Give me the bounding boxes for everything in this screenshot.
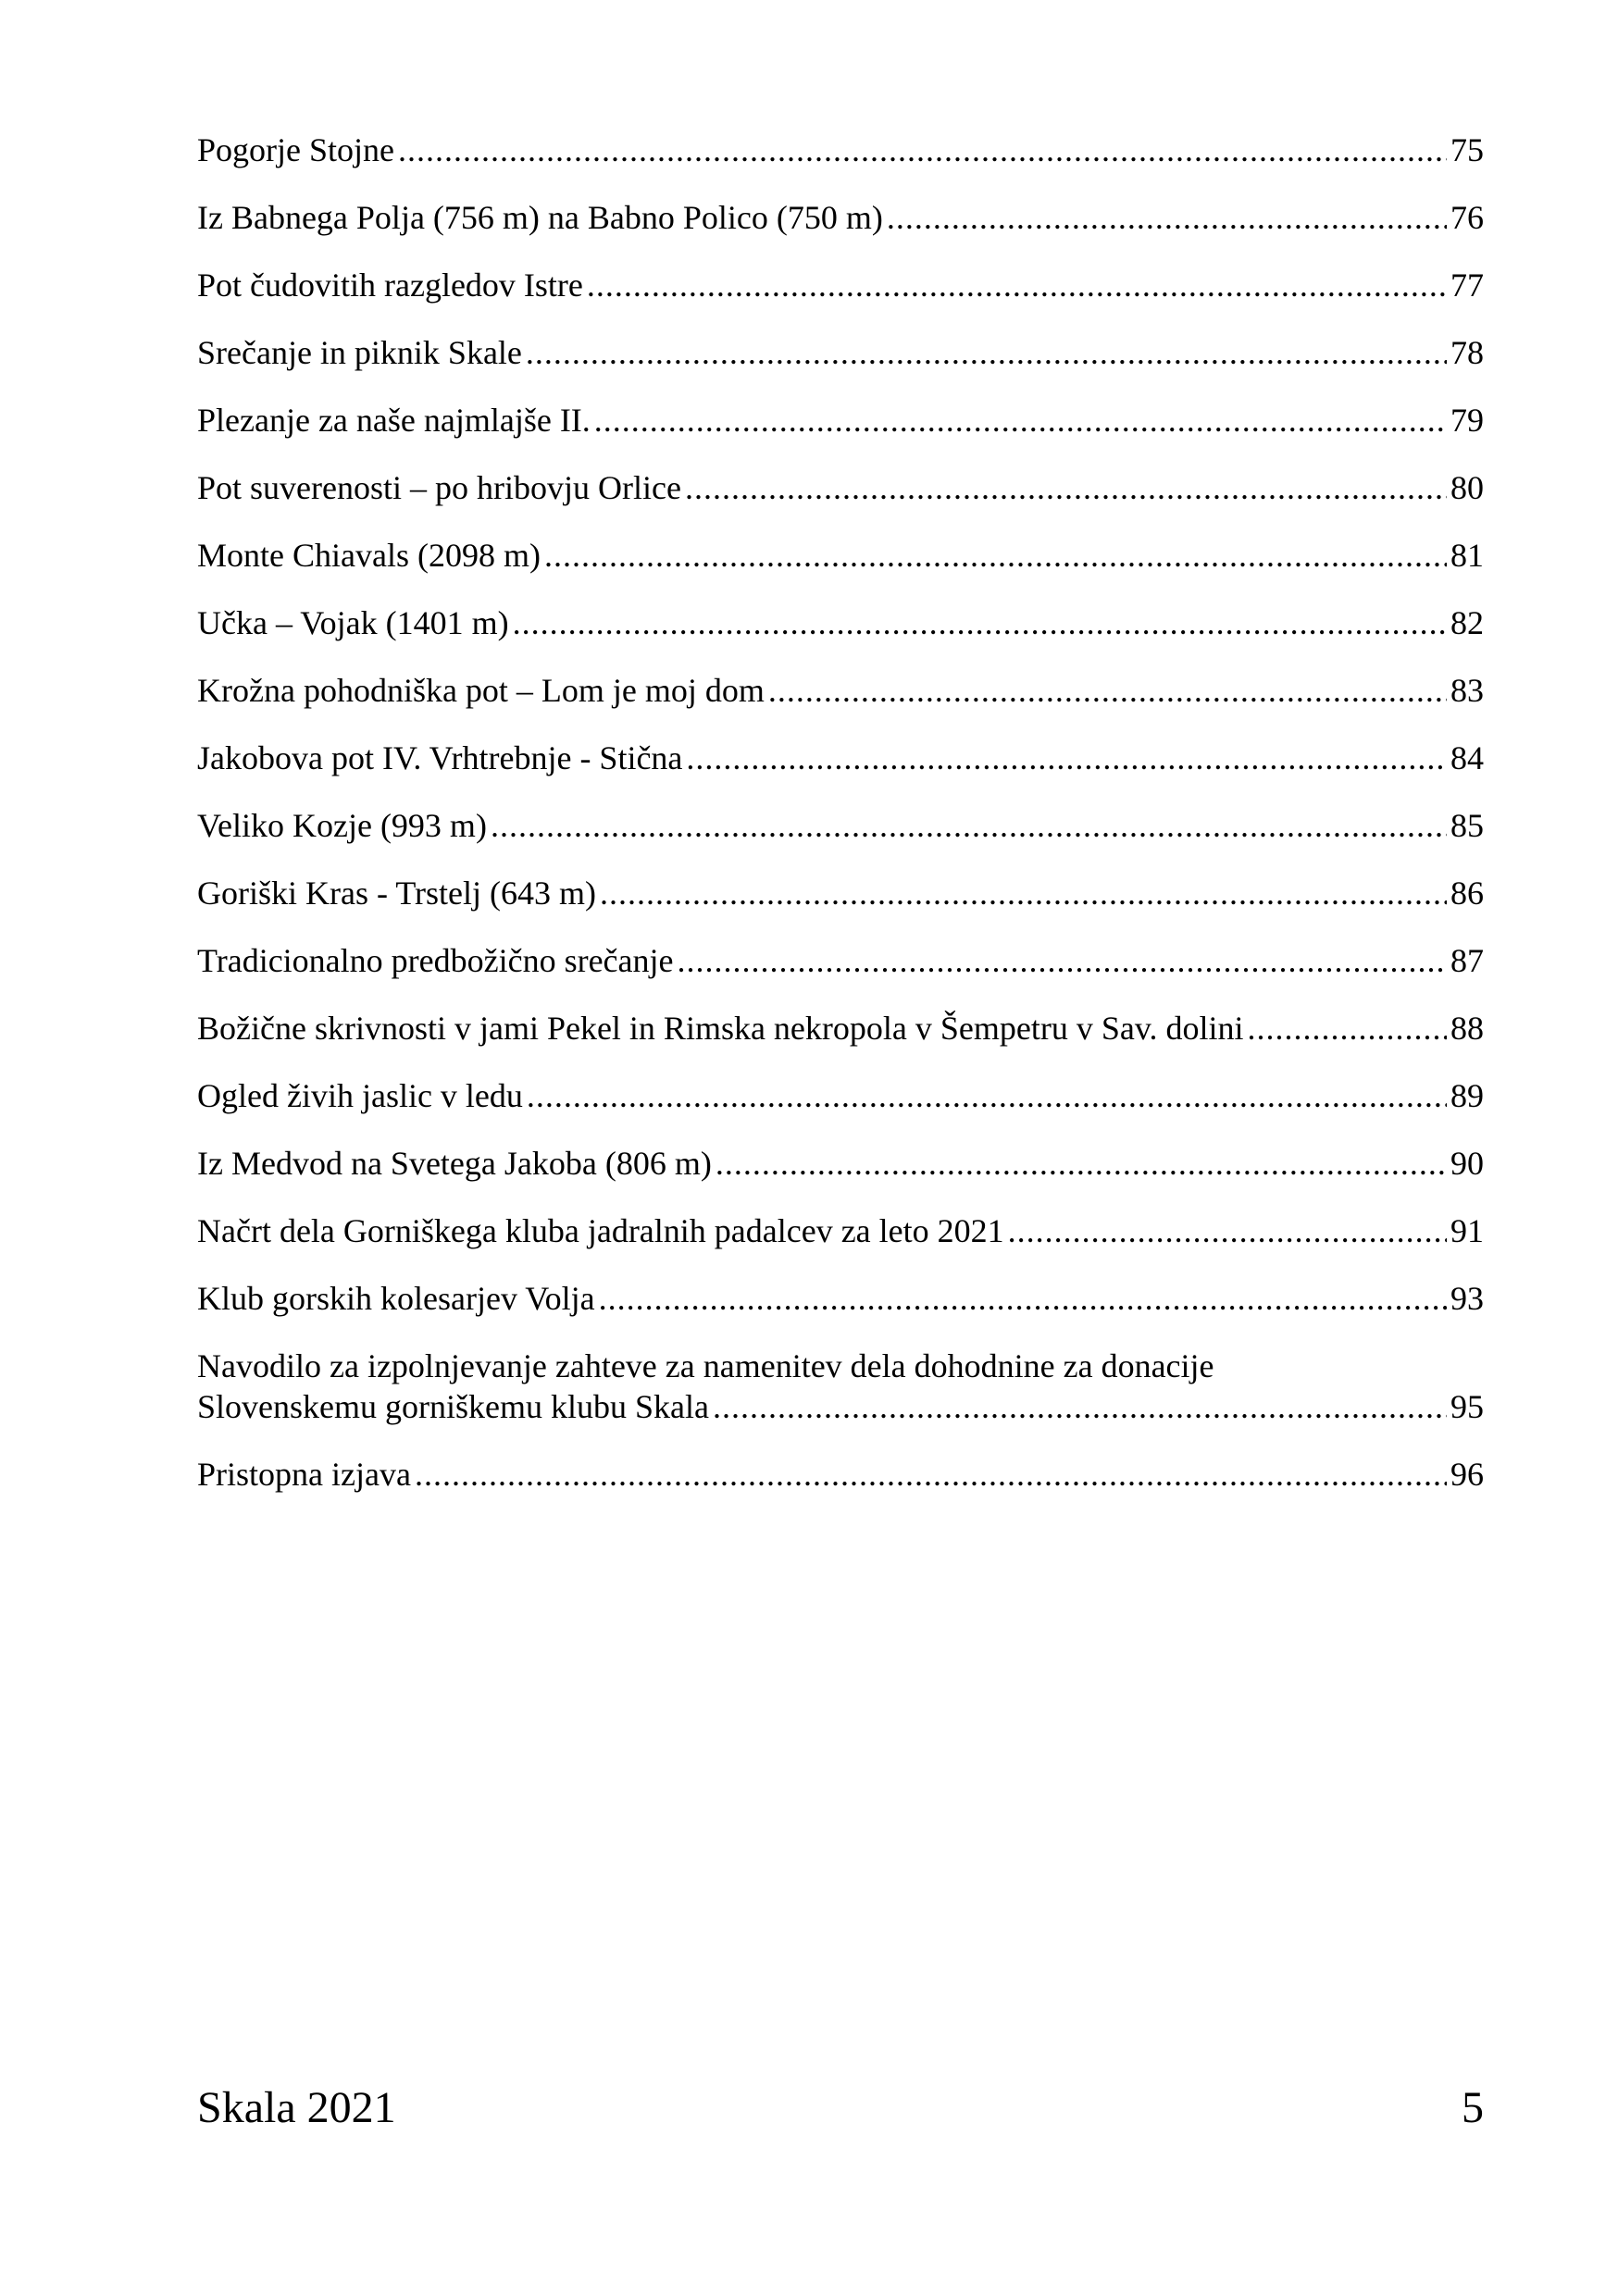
toc-entry-page: 83 — [1450, 672, 1484, 709]
toc-dot-leader — [491, 805, 1447, 846]
toc-entry[interactable] — [197, 670, 1484, 711]
toc-entry-title: Srečanje in piknik Skale — [197, 334, 522, 371]
toc-entry-page: 75 — [1450, 131, 1484, 168]
toc-entry[interactable] — [197, 1454, 1484, 1495]
toc-dot-leader — [594, 400, 1447, 441]
toc-dot-leader — [544, 535, 1447, 576]
toc-entry[interactable] — [197, 332, 1484, 373]
toc-entry-title-line2: Slovenskemu gorniškemu klubu Skala — [197, 1388, 709, 1425]
toc-entry-page: 87 — [1450, 942, 1484, 979]
toc-dot-leader — [415, 1454, 1447, 1495]
toc-entry-title: Monte Chiavals (2098 m) — [197, 537, 541, 574]
toc-entry-title: Jakobova pot IV. Vrhtrebnje - Stična — [197, 739, 683, 776]
toc-entry-title: Pristopna izjava — [197, 1456, 411, 1493]
toc-entry[interactable] — [197, 1075, 1484, 1116]
toc-entry-title: Plezanje za naše najmlajše II. — [197, 402, 591, 439]
toc-dot-leader — [887, 197, 1447, 238]
toc-entry-page: 96 — [1450, 1456, 1484, 1493]
toc-entry-page: 76 — [1450, 199, 1484, 236]
toc-entry-title: Krožna pohodniška pot – Lom je moj dom — [197, 672, 765, 709]
toc-entry-page: 86 — [1450, 875, 1484, 912]
toc-dot-leader — [1008, 1210, 1447, 1251]
toc-dot-leader — [513, 602, 1447, 643]
toc-entry-page: 81 — [1450, 537, 1484, 574]
toc-entry-page: 93 — [1450, 1280, 1484, 1317]
toc-entry[interactable] — [197, 130, 1484, 170]
toc-entry-title: Pot čudovitih razgledov Istre — [197, 267, 583, 304]
table-of-contents — [197, 130, 1484, 1521]
toc-dot-leader — [587, 265, 1447, 305]
toc-dot-leader — [686, 738, 1447, 778]
toc-entry-title: Pogorje Stojne — [197, 131, 394, 168]
toc-entry[interactable] — [197, 265, 1484, 305]
toc-entry-title: Pot suverenosti – po hribovju Orlice — [197, 469, 681, 506]
toc-entry-last-line — [197, 1386, 1484, 1427]
toc-entry-title: Goriški Kras - Trstelj (643 m) — [197, 875, 596, 912]
toc-entry[interactable] — [197, 738, 1484, 778]
toc-entry-title: Ogled živih jaslic v ledu — [197, 1077, 523, 1114]
toc-dot-leader — [600, 873, 1447, 913]
toc-entry-page: 95 — [1450, 1388, 1484, 1425]
toc-entry[interactable] — [197, 467, 1484, 508]
toc-dot-leader — [527, 1075, 1447, 1116]
toc-entry-page: 89 — [1450, 1077, 1484, 1114]
toc-entry[interactable] — [197, 940, 1484, 981]
toc-dot-leader — [526, 332, 1447, 373]
toc-dot-leader — [398, 130, 1447, 170]
toc-dot-leader — [678, 940, 1448, 981]
footer-page-number: 5 — [1462, 2083, 1484, 2132]
toc-dot-leader — [713, 1386, 1447, 1427]
toc-entry[interactable] — [197, 1346, 1484, 1427]
toc-dot-leader — [716, 1143, 1447, 1184]
toc-entry[interactable] — [197, 1278, 1484, 1319]
toc-entry-title: Božične skrivnosti v jami Pekel in Rimska nekropola v Šempetru v Sav. dolini — [197, 1010, 1244, 1047]
toc-entry[interactable] — [197, 535, 1484, 576]
toc-dot-leader — [768, 670, 1447, 711]
toc-entry[interactable] — [197, 1143, 1484, 1184]
toc-entry-title: Tradicionalno predbožično srečanje — [197, 942, 674, 979]
toc-entry-page: 88 — [1450, 1010, 1484, 1047]
toc-entry[interactable] — [197, 805, 1484, 846]
toc-entry-title: Iz Babnega Polja (756 m) na Babno Polico (750 m) — [197, 199, 883, 236]
toc-entry-page: 80 — [1450, 469, 1484, 506]
toc-entry-title: Iz Medvod na Svetega Jakoba (806 m) — [197, 1145, 712, 1182]
toc-entry[interactable] — [197, 602, 1484, 643]
toc-entry[interactable] — [197, 873, 1484, 913]
toc-entry-title: Načrt dela Gorniškega kluba jadralnih padalcev za leto 2021 — [197, 1212, 1004, 1249]
page-footer — [197, 2082, 1484, 2134]
toc-entry[interactable] — [197, 197, 1484, 238]
toc-entry-page: 78 — [1450, 334, 1484, 371]
toc-entry[interactable] — [197, 1210, 1484, 1251]
toc-entry-title: Klub gorskih kolesarjev Volja — [197, 1280, 595, 1317]
toc-entry-title: Učka – Vojak (1401 m) — [197, 604, 509, 641]
toc-dot-leader — [1248, 1008, 1447, 1049]
toc-entry-title-line1: Navodilo za izpolnjevanje zahteve za namenitev dela dohodnine za donacije — [197, 1347, 1214, 1384]
toc-entry-page: 90 — [1450, 1145, 1484, 1182]
toc-dot-leader — [599, 1278, 1447, 1319]
toc-entry-page: 82 — [1450, 604, 1484, 641]
toc-entry-page: 91 — [1450, 1212, 1484, 1249]
toc-entry-page: 85 — [1450, 807, 1484, 844]
toc-entry[interactable] — [197, 400, 1484, 441]
toc-dot-leader — [685, 467, 1447, 508]
footer-publication: Skala 2021 — [197, 2083, 396, 2132]
toc-entry-page: 77 — [1450, 267, 1484, 304]
toc-entry[interactable] — [197, 1008, 1484, 1049]
toc-entry-title: Veliko Kozje (993 m) — [197, 807, 487, 844]
toc-entry-page: 84 — [1450, 739, 1484, 776]
toc-entry-page: 79 — [1450, 402, 1484, 439]
